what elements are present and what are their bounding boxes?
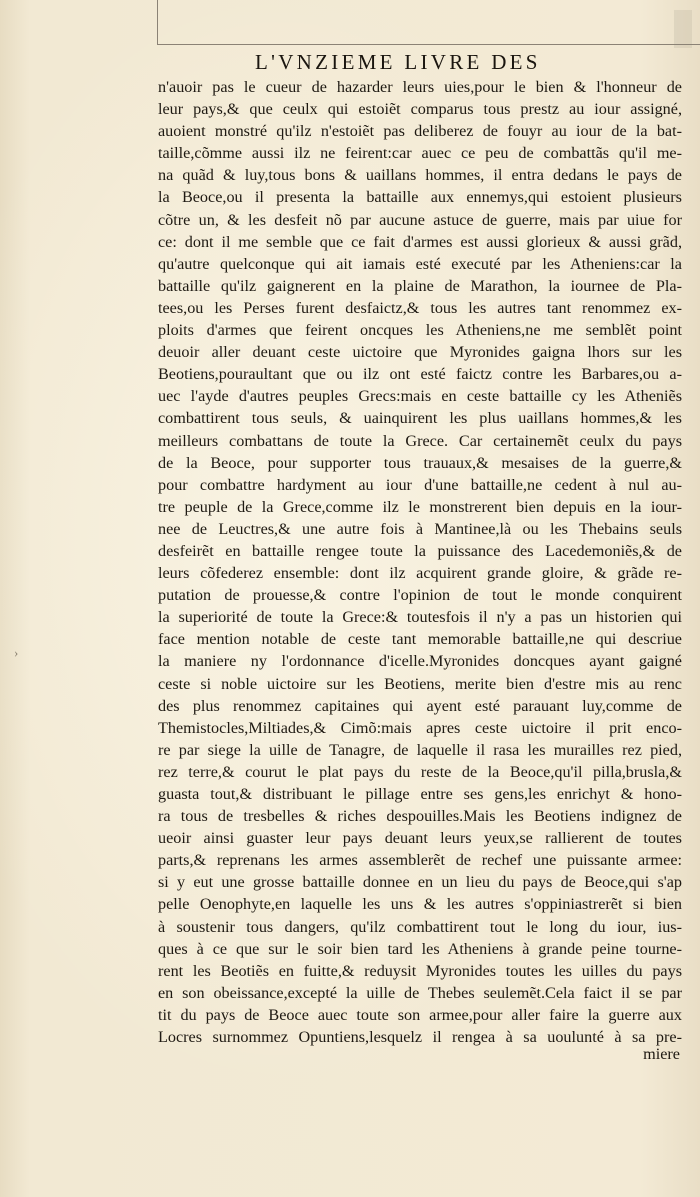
text-line: face mention notable de ceste tant memorable battaille,ne qui descriue [158,630,682,649]
text-line: ques à ce que sur le soir bien tard les Atheniens à grande peine tourne- [158,939,682,958]
text-line: guasta tout,& distribuant le pillage entre ses gens,les enrichyt & hono- [158,785,682,803]
text-line: combattirent tous seuls, & uainquirent les plus uaillans hommes,& les [158,409,682,428]
text-line: la Beoce,ou il presenta la battaille aux ennemys,qui estoient plusieurs [158,188,682,207]
text-line: tit du pays de Beoce auec toute son armee,pour aller faire la guerre aux [158,1005,682,1024]
text-line: de la Beoce, pour supporter tous trauaux,& mesaises de la guerre,& [158,453,682,472]
text-line: putation de prouesse,& contre l'opinion de tout le monde conquirent [158,586,682,605]
text-line: en son obeissance,excepté la uille de Thebes seulemẽt.Cela faict il se par [158,983,682,1002]
text-line: tre peuple de la Grece,comme ilz le monstrerent bien depuis en la iour- [158,497,682,516]
text-line: parts,& reprenans les armes assemblerẽt de rechef une puissante armee: [158,851,682,870]
bleed-through-mark [674,10,692,48]
text-line: leurs cõfederez ensemble: dont ilz acquirent grande gloire, & grãde re- [158,564,682,583]
text-line: rent les Beotiẽs en fuitte,& reduysit Myronides toutes les uilles du pays [158,961,682,980]
text-line: Beotiens,pouraultant que ou ilz ont esté faictz contre les Barbares,ou a- [158,365,682,384]
text-line: la superiorité de toute la Grece:& toutesfois il n'y a pas un historien qui [158,608,682,627]
text-line: des plus renommez capitaines qui ayent esté parauant luy,comme de [158,696,682,715]
margin-tick-mark: › [14,645,19,660]
text-line: pelle Oenophyte,en laquelle les uns & les autres s'oppiniastrerẽt si bien [158,895,682,914]
text-line: taille,cõmme aussi ilz ne feirent:car auec ce peu de combattãs qu'il me- [158,144,682,163]
text-line: si y eut une grosse battaille donnee en un lieu du pays de Beoce,qui s'ap [158,873,682,892]
text-line: ce: dont il me semble que ce fait d'armes est aussi glorieux & aussi grãd, [158,232,682,251]
text-line: uec l'ayde d'autres peuples Grecs:mais en ceste battaille cy les Atheniẽs [158,387,682,406]
text-line: rez terre,& courut le plat pays du reste de la Beoce,qu'il pilla,brusla,& [158,762,682,781]
text-line: auoient monstré qu'ilz n'estoiẽt pas deliberez de fouyr au iour de la bat- [158,122,682,141]
text-line: qu'autre quelconque qui ait iamais esté executé par les Atheniens:car la [158,254,682,273]
running-head: L'VNZIEME LIVRE DES [255,50,541,74]
text-line: ra tous de tresbelles & riches despouilles.Mais les Beotiens indignez de [158,807,682,826]
text-line: ueoir ainsi guaster leur pays deuant leurs yeux,se rallierent de toutes [158,829,682,848]
left-margin-rule [157,0,158,44]
header-rule [157,44,700,45]
text-line: na quãd & luy,tous bons & uaillans hommes, il entra dedans le pays de [158,166,682,185]
body-text [158,76,682,1048]
text-line: ceste si noble uictoire sur les Beotiens, merite bien d'estre mis au renc [158,674,682,693]
text-line: cõtre un, & les desfeit nõ par aucune astuce de guerre, mais par uiue for [158,210,682,229]
text-line: Locres surnommez Opuntiens,lesquelz il rengea à sa uoulunté à sa pre- [158,1028,682,1047]
text-line: la maniere ny l'ordonnance d'icelle.Myronides doncques ayant gaigné [158,652,682,671]
text-line: re par siege la uille de Tanagre, de laquelle il rasa les murailles rez pied, [158,740,682,759]
text-line: battaille qu'ilz gaignerent en la plaine de Marathon, la iournee de Pla- [158,276,682,295]
catchword: miere [643,1045,680,1063]
text-line: nee de Leuctres,& une autre fois à Mantinee,là ou les Thebains seuls [158,519,682,538]
text-line: deuoir aller deuant ceste uictoire que Myronides gaigna lhors sur les [158,343,682,362]
text-line: à soustenir tous dangers, qu'ilz combattirent tout le long du iour, ius- [158,917,682,936]
text-line: n'auoir pas le cueur de hazarder leurs uies,pour le bien & l'honneur de [158,78,682,96]
text-line: desfeirẽt en battaille rengee toute la puissance des Lacedemoniẽs,& de [158,541,682,560]
text-line: ploits d'armes que feirent oncques les Atheniens,ne me semblẽt point [158,321,682,340]
text-line: Themistocles,Miltiades,& Cimõ:mais apres ceste uictoire il prit enco- [158,718,682,737]
text-line: meilleurs combattans de toute la Grece. Car certainemẽt ceulx du pays [158,431,682,450]
text-line: pour combattre hardyment au iour d'une battaille,ne cedent à nul au- [158,475,682,494]
text-line: leur pays,& que ceulx qui estoiẽt comparus tous prestz au iour assigné, [158,100,682,119]
text-line: tees,ou les Perses furent desfaictz,& tous les autres tant renommez ex- [158,298,682,317]
